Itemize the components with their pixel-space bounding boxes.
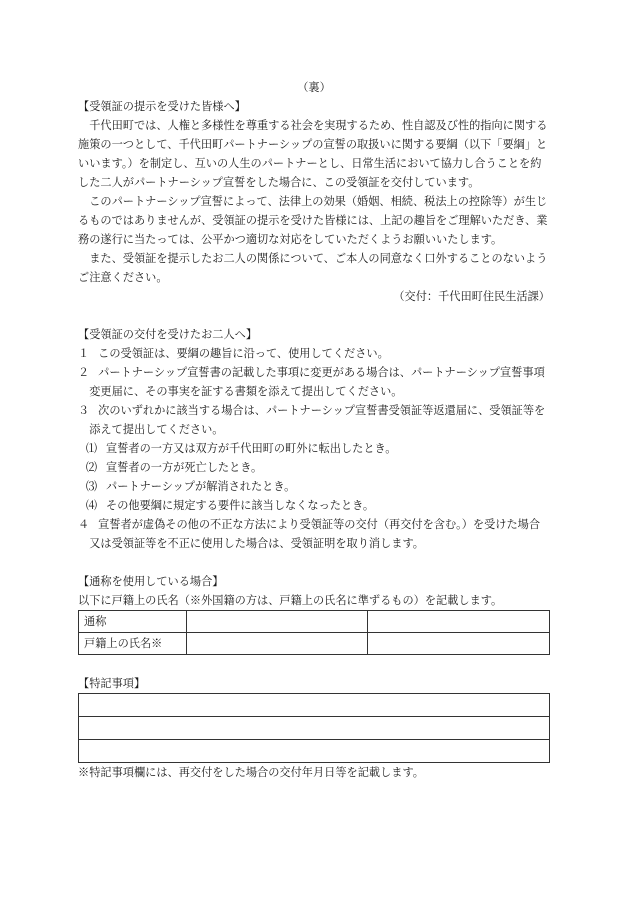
sub-list-item [78, 496, 550, 515]
item-text: 次のいずれかに該当する場合は、パートナーシップ宣誓書受領証等返還届に、受領証等を添えて提出してください。 [89, 404, 546, 436]
alias-heading: 【通称を使用している場合】 [78, 575, 224, 588]
alias-entry-cell[interactable] [186, 611, 368, 633]
sub-item-text: その他要綱に規定する要件に該当しなくなったとき。 [106, 499, 375, 512]
special-notes-cell[interactable] [79, 740, 550, 763]
list-item [78, 344, 550, 363]
notice-paragraph-2: このパートナーシップ宣誓によって、法律上の効果（婚姻、相続、税法上の控除等）が生じるものではありませんが、受領証の提示を受けた皆様には、上記の趣旨をご理解いただき、業務の遂行に当たっては、公平かつ適切な対応をしていただくようお願いいたします。 [78, 195, 548, 246]
item-text: 宣誓者が虚偽その他の不正な方法により受領証等の交付（再交付を含む。）を受けた場合又は受領証等を不正に使用した場合は、受領証明を取り消します。 [89, 518, 541, 550]
alias-table [78, 610, 550, 655]
special-footnote: ※特記事項欄には、再交付をした場合の交付年月日等を記載します。 [78, 766, 424, 779]
sub-list-item [78, 477, 550, 496]
sub-item-text: パートナーシップが解消されたとき。 [106, 480, 296, 493]
item-number: ２ [78, 366, 90, 379]
registered-name-cell[interactable] [186, 633, 368, 655]
special-notes-cell[interactable] [79, 717, 550, 740]
item-number: １ [78, 347, 90, 360]
sub-item-text: 宣誓者の一方が死亡したとき。 [106, 461, 263, 474]
item-number: ４ [78, 518, 90, 531]
issuer-note: （交付：千代田町住民生活課） [393, 290, 550, 303]
sub-item-number: ⑴ [85, 442, 98, 455]
item-number: ３ [78, 404, 90, 417]
alias-entry-cell[interactable] [368, 611, 550, 633]
registered-name-cell[interactable] [368, 633, 550, 655]
item-text: パートナーシップ宣誓書の記載した事項に変更がある場合は、パートナーシップ宣誓事項変更届に、その事実を証する書類を添えて提出してください。 [89, 366, 545, 398]
registered-name-label: 戸籍上の氏名※ [79, 633, 187, 655]
table-row [79, 740, 550, 763]
sub-item-number: ⑷ [85, 499, 98, 512]
alias-description: 以下に戸籍上の氏名（※外国籍の方は、戸籍上の氏名に準ずるもの）を記載します。 [78, 594, 503, 607]
special-notes-cell[interactable] [79, 694, 550, 717]
sub-list-item [78, 458, 550, 477]
table-row [79, 611, 550, 633]
table-row [79, 633, 550, 655]
list-item [78, 363, 550, 401]
notice-heading: 【受領証の提示を受けた皆様へ】 [78, 100, 246, 113]
table-row [79, 717, 550, 740]
special-notes-table [78, 693, 550, 763]
sub-item-text: 宣誓者の一方又は双方が千代田町の町外に転出したとき。 [106, 442, 397, 455]
sub-item-number: ⑵ [85, 461, 98, 474]
list-item [78, 401, 550, 439]
item-text: この受領証は、要綱の趣旨に沿って、使用してください。 [98, 347, 389, 360]
notice-paragraph-1: 千代田町では、人権と多様性を尊重する社会を実現するため、性自認及び性的指向に関する施策の一つとして、千代田町パートナーシップの宣誓の取扱いに関する要綱（以下「要綱」といいます。）を制定し、互いの人生のパートナーとし、日常生活において協力し合うことを約した二人がパートナーシップ宣誓をした場合に、この受領証を交付しています。 [78, 119, 548, 189]
sub-list-item [78, 439, 550, 458]
table-row [79, 694, 550, 717]
list-item [78, 515, 550, 553]
document-page [78, 78, 550, 782]
special-heading: 【特記事項】 [78, 677, 146, 690]
recipients-heading: 【受領証の交付を受けたお二人へ】 [78, 328, 258, 341]
alias-label: 通称 [79, 611, 187, 633]
side-label: （裏） [297, 81, 331, 94]
sub-item-number: ⑶ [85, 480, 98, 493]
notice-paragraph-3: また、受領証を提示したお二人の関係について、ご本人の同意なく口外することのないようご注意ください。 [78, 252, 548, 284]
